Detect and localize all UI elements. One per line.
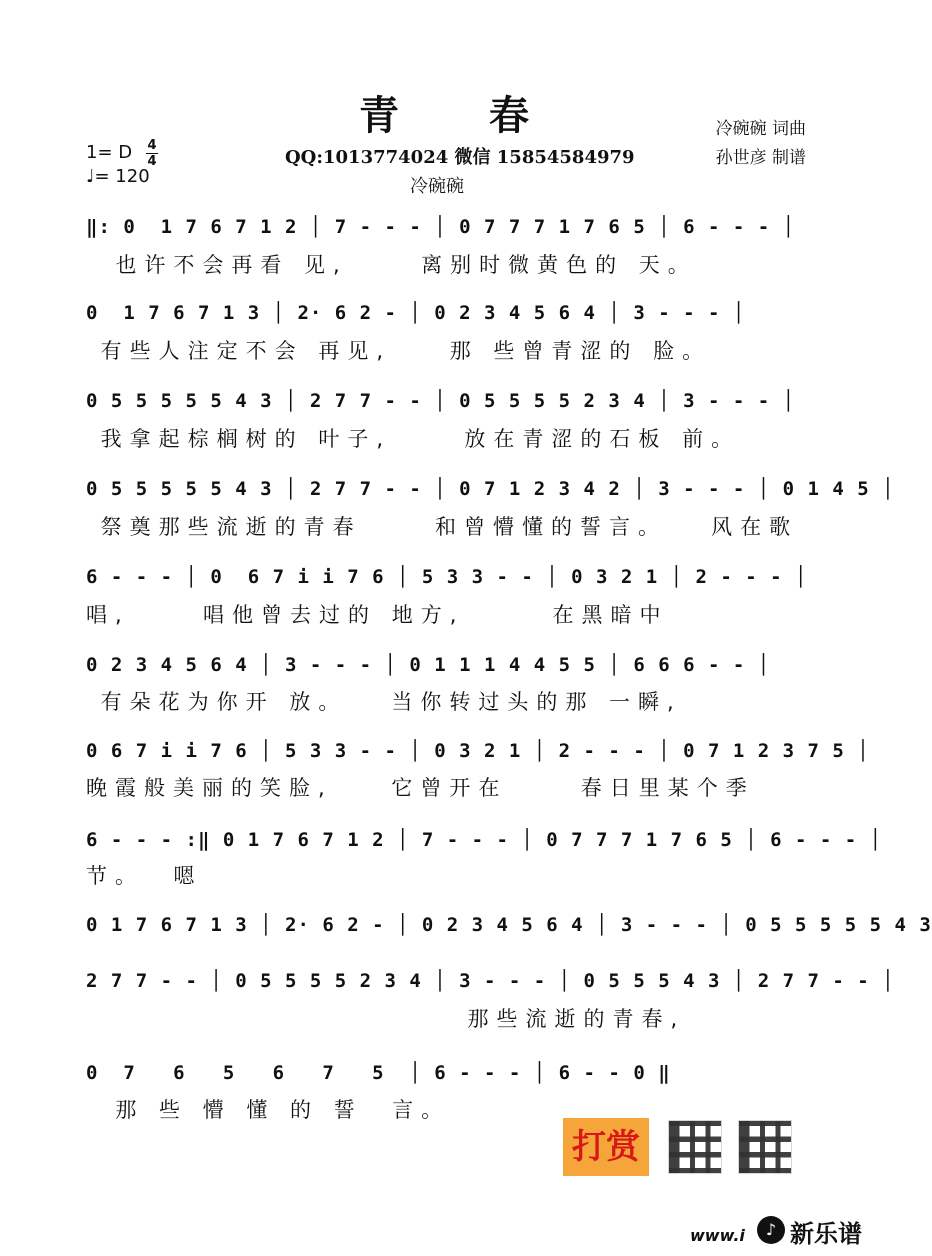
time-signature xyxy=(146,139,158,168)
lyrics-row-8: 节。 嗯 xyxy=(86,864,203,888)
brand-logo[interactable]: 新乐谱 xyxy=(790,1220,862,1248)
meter-top: 4 xyxy=(147,138,157,153)
arranger-credit: 孙世彦 制谱 xyxy=(715,148,806,168)
key-signature: 1= D xyxy=(86,142,133,163)
composer-credit: 冷碗碗 词曲 xyxy=(715,119,806,139)
lyrics-row-4: 祭奠那些流逝的青春 和曾懵懂的誓言。 风在歌 xyxy=(86,515,799,539)
notation-row-4: 0 5 5 5 5 5 4 3 │ 2 7 7 - - │ 0 7 1 2 3 4 2 │ 3 - - - │ 0 1 4 5 │ xyxy=(86,478,895,500)
notation-row-2: 0 1 7 6 7 1 3 │ 2· 6 2 - │ 0 2 3 4 5 6 4 │ 3 - - - │ xyxy=(86,302,746,324)
meter-bottom: 4 xyxy=(147,154,157,169)
lyrics-row-1: 也许不会再看 见, 离别时微黄色的 天。 xyxy=(86,253,697,277)
lyrics-row-10: 那些流逝的青春, xyxy=(86,1007,686,1031)
contact-info: QQ:1013774024 微信 15854584979 xyxy=(285,147,635,168)
qr-code-icon xyxy=(668,1120,722,1174)
reward-button[interactable]: 打赏 xyxy=(563,1118,649,1176)
notation-row-6: 0 2 3 4 5 6 4 │ 3 - - - │ 0 1 1 1 4 4 5 5 │ 6 6 6 - - │ xyxy=(86,654,771,676)
singer-name: 冷碗碗 xyxy=(410,176,464,197)
tempo-marking: ♩= 120 xyxy=(86,166,150,187)
lyrics-row-2: 有些人注定不会 再见, 那 些曾青涩的 脸。 xyxy=(86,339,712,363)
notation-row-11: 0 7 6 5 6 7 5 │ 6 - - - │ 6 - - 0 ‖ xyxy=(86,1062,671,1084)
notation-row-9: 0 1 7 6 7 1 3 │ 2· 6 2 - │ 0 2 3 4 5 6 4 │ 3 - - - │ 0 5 5 5 5 5 4 3 xyxy=(86,914,932,936)
notation-row-3: 0 5 5 5 5 5 4 3 │ 2 7 7 - - │ 0 5 5 5 5 2 3 4 │ 3 - - - │ xyxy=(86,390,796,412)
notation-row-8: 6 - - - :‖ 0 1 7 6 7 1 2 │ 7 - - - │ 0 7 7 7 1 7 6 5 │ 6 - - - │ xyxy=(86,829,883,851)
lyrics-row-5: 唱, 唱他曾去过的 地方, 在黑暗中 xyxy=(86,603,669,627)
lyrics-row-3: 我拿起棕榈树的 叶子, 放在青涩的石板 前。 xyxy=(86,427,741,451)
lyrics-row-6: 有朵花为你开 放。 当你转过头的那 一瞬, xyxy=(86,690,682,714)
song-title: 青 春 xyxy=(359,92,567,139)
lyrics-row-7: 晚霞般美丽的笑脸, 它曾开在 春日里某个季 xyxy=(86,776,755,800)
site-url[interactable]: www.i xyxy=(690,1226,745,1245)
notation-row-5: 6 - - - │ 0 6 7 i i 7 6 │ 5 3 3 - - │ 0 3 2 1 │ 2 - - - │ xyxy=(86,566,808,588)
notation-row-1: ‖: 0 1 7 6 7 1 2 │ 7 - - - │ 0 7 7 7 1 7 6 5 │ 6 - - - │ xyxy=(86,216,796,238)
lyrics-row-11: 那 些 懵 懂 的 誓 言。 xyxy=(86,1098,451,1122)
notation-row-7: 0 6 7 i i 7 6 │ 5 3 3 - - │ 0 3 2 1 │ 2 - - - │ 0 7 1 2 3 7 5 │ xyxy=(86,740,870,762)
qr-code-icon xyxy=(738,1120,792,1174)
music-note-icon: ♪ xyxy=(757,1216,785,1244)
notation-row-10: 2 7 7 - - │ 0 5 5 5 5 2 3 4 │ 3 - - - │ 0 5 5 5 4 3 │ 2 7 7 - - │ xyxy=(86,970,895,992)
